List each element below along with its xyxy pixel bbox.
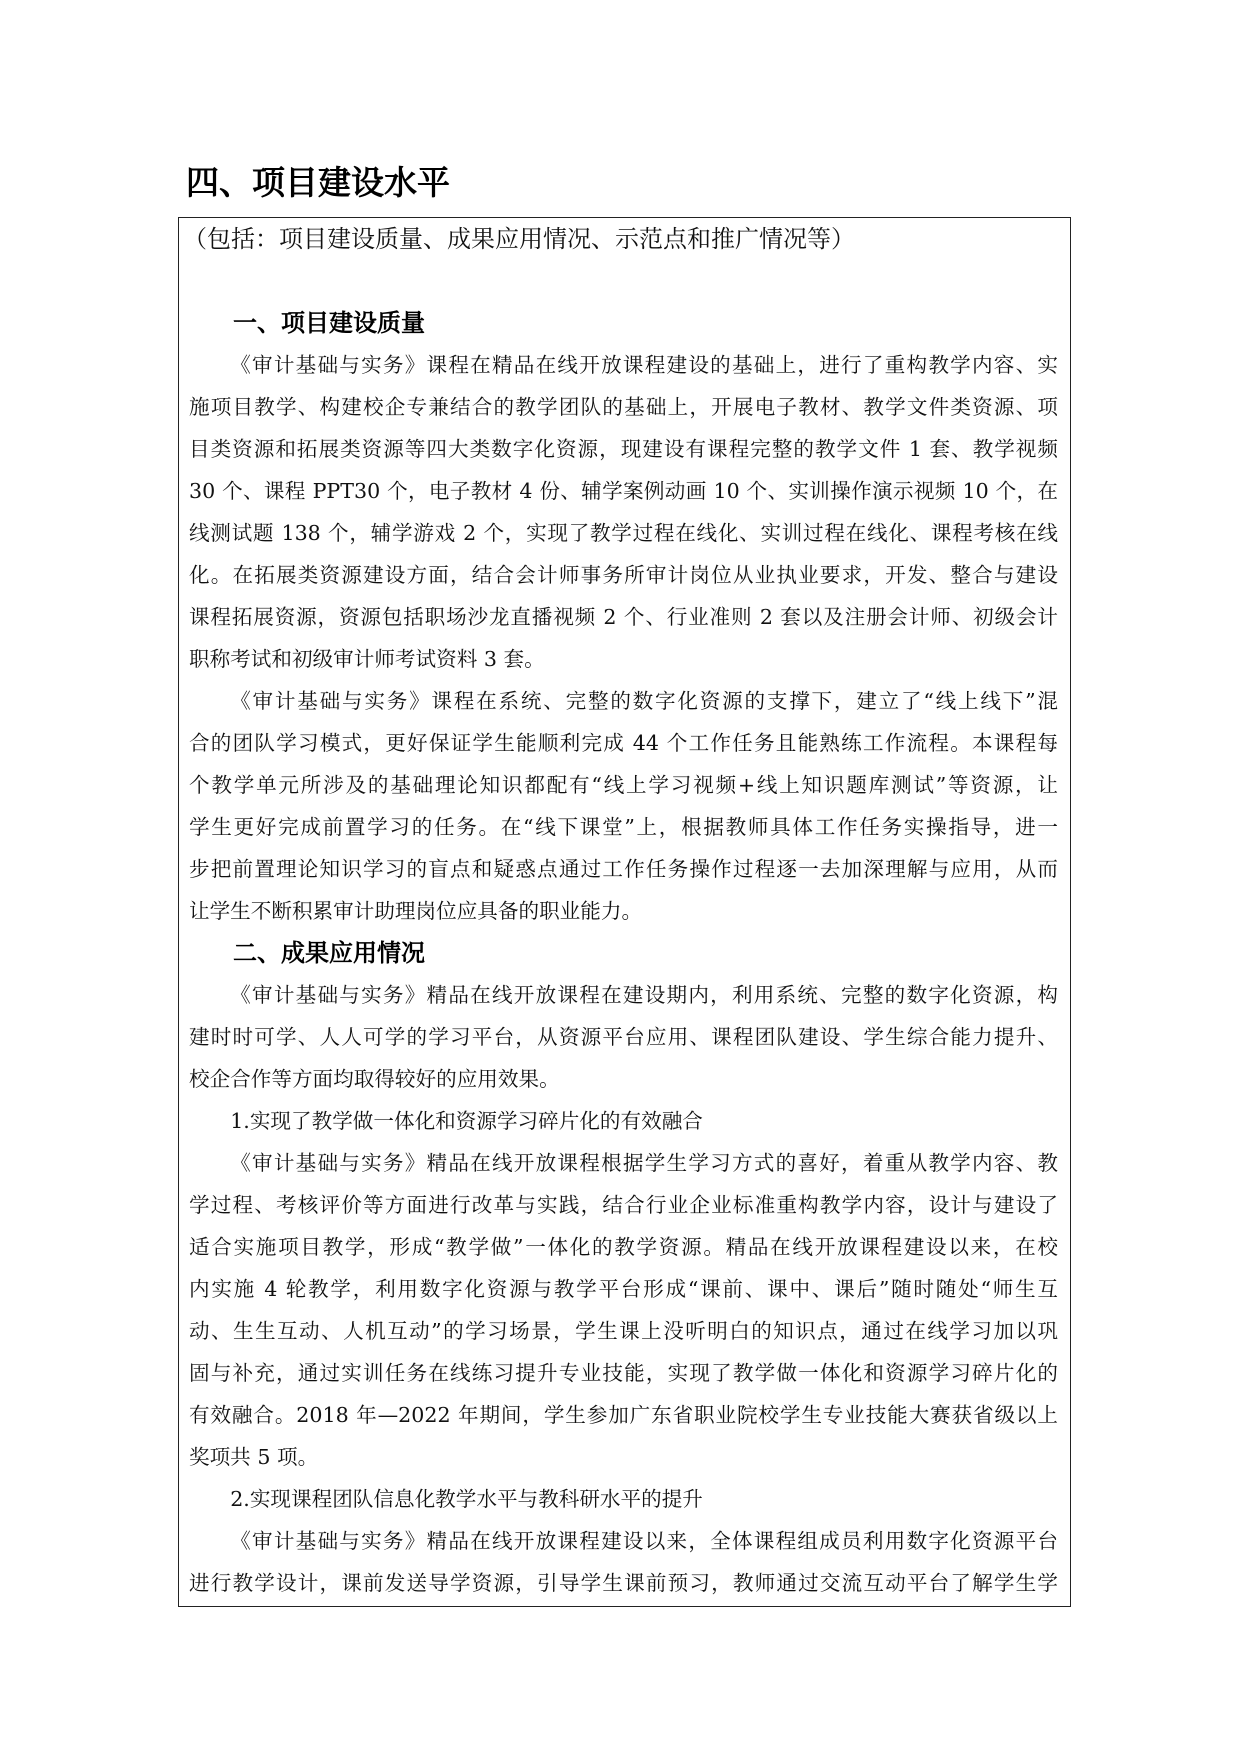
paragraph-line: 课程拓展资源，资源包括职场沙龙直播视频 2 个、行业准则 2 套以及注册会计师、初级会计: [189, 605, 1058, 629]
paragraph-line: 《审计基础与实务》精品在线开放课程根据学生学习方式的喜好，着重从教学内容、教: [230, 1151, 1058, 1175]
paragraph-line: 让学生不断积累审计助理岗位应具备的职业能力。: [189, 899, 643, 923]
paragraph-line: 《审计基础与实务》课程在系统、完整的数字化资源的支撑下，建立了“线上线下”混: [230, 689, 1058, 713]
paragraph: [189, 1520, 1058, 1604]
paragraph-line: 30 个、课程 PPT30 个，电子教材 4 份、辅学案例动画 10 个、实训操作演示视频 10 个，在: [189, 479, 1058, 503]
paragraph-line: 校企合作等方面均取得较好的应用效果。: [189, 1067, 560, 1091]
paragraph-line: 《审计基础与实务》精品在线开放课程在建设期内，利用系统、完整的数字化资源，构: [230, 983, 1058, 1007]
paragraph-line: 有效融合。2018 年—2022 年期间，学生参加广东省职业院校学生专业技能大赛获省级以上: [189, 1403, 1058, 1427]
paragraph-line: 学过程、考核评价等方面进行改革与实践，结合行业企业标准重构教学内容，设计与建设了: [189, 1193, 1058, 1217]
paragraph-line: 个教学单元所涉及的基础理论知识都配有“线上学习视频+线上知识题库测试”等资源，让: [189, 773, 1058, 797]
paragraph: [189, 974, 1058, 1100]
paragraph: [189, 680, 1058, 932]
paragraph-line: 动、生生互动、人机互动”的学习场景，学生课上没听明白的知识点，通过在线学习加以巩: [189, 1319, 1058, 1343]
paragraph-line: 化。在拓展类资源建设方面，结合会计师事务所审计岗位从业执业要求，开发、整合与建设: [189, 563, 1058, 587]
paragraph-line: 适合实施项目教学，形成“教学做”一体化的教学资源。精品在线开放课程建设以来，在校: [189, 1235, 1058, 1259]
paragraph-line: 步把前置理论知识学习的盲点和疑惑点通过工作任务操作过程逐一去加深理解与应用，从而: [189, 857, 1058, 881]
paragraph-line: 《审计基础与实务》课程在精品在线开放课程建设的基础上，进行了重构教学内容、实: [230, 353, 1058, 377]
page-title: 四、项目建设水平: [186, 163, 450, 202]
scope-note: （包括：项目建设质量、成果应用情况、示范点和推广情况等）: [183, 225, 855, 253]
section-heading: 一、项目建设质量: [233, 309, 425, 337]
section-heading: 二、成果应用情况: [233, 939, 425, 967]
content-box: [178, 217, 1071, 1607]
paragraph-line: 学生更好完成前置学习的任务。在“线下课堂”上，根据教师具体工作任务实操指导，进一: [189, 815, 1058, 839]
paragraph-line: 目类资源和拓展类资源等四大类数字化资源，现建设有课程完整的教学文件 1 套、教学视频: [189, 437, 1058, 461]
paragraph-line: 奖项共 5 项。: [189, 1445, 319, 1469]
paragraph: [189, 344, 1058, 680]
paragraph-line: 合的团队学习模式，更好保证学生能顺利完成 44 个工作任务且能熟练工作流程。本课程每: [189, 731, 1058, 755]
paragraph-line: 线测试题 138 个，辅学游戏 2 个，实现了教学过程在线化、实训过程在线化、课程考核在线: [189, 521, 1058, 545]
paragraph: [189, 1142, 1058, 1478]
paragraph-line: 固与补充，通过实训任务在线练习提升专业技能，实现了教学做一体化和资源学习碎片化的: [189, 1361, 1058, 1385]
paragraph-line: 施项目教学、构建校企专兼结合的教学团队的基础上，开展电子教材、教学文件类资源、项: [189, 395, 1058, 419]
subsection-heading: 1.实现了教学做一体化和资源学习碎片化的有效融合: [230, 1109, 703, 1133]
subsection-heading: 2.实现课程团队信息化教学水平与教科研水平的提升: [230, 1487, 703, 1511]
paragraph-line: 内实施 4 轮教学，利用数字化资源与教学平台形成“课前、课中、课后”随时随处“师生互: [189, 1277, 1058, 1301]
paragraph-line: 建时时可学、人人可学的学习平台，从资源平台应用、课程团队建设、学生综合能力提升、: [189, 1025, 1058, 1049]
paragraph-line: 《审计基础与实务》精品在线开放课程建设以来，全体课程组成员利用数字化资源平台: [230, 1529, 1058, 1553]
paragraph-line: 职称考试和初级审计师考试资料 3 套。: [189, 647, 545, 671]
paragraph-line: 进行教学设计，课前发送导学资源，引导学生课前预习，教师通过交流互动平台了解学生学: [189, 1571, 1058, 1595]
